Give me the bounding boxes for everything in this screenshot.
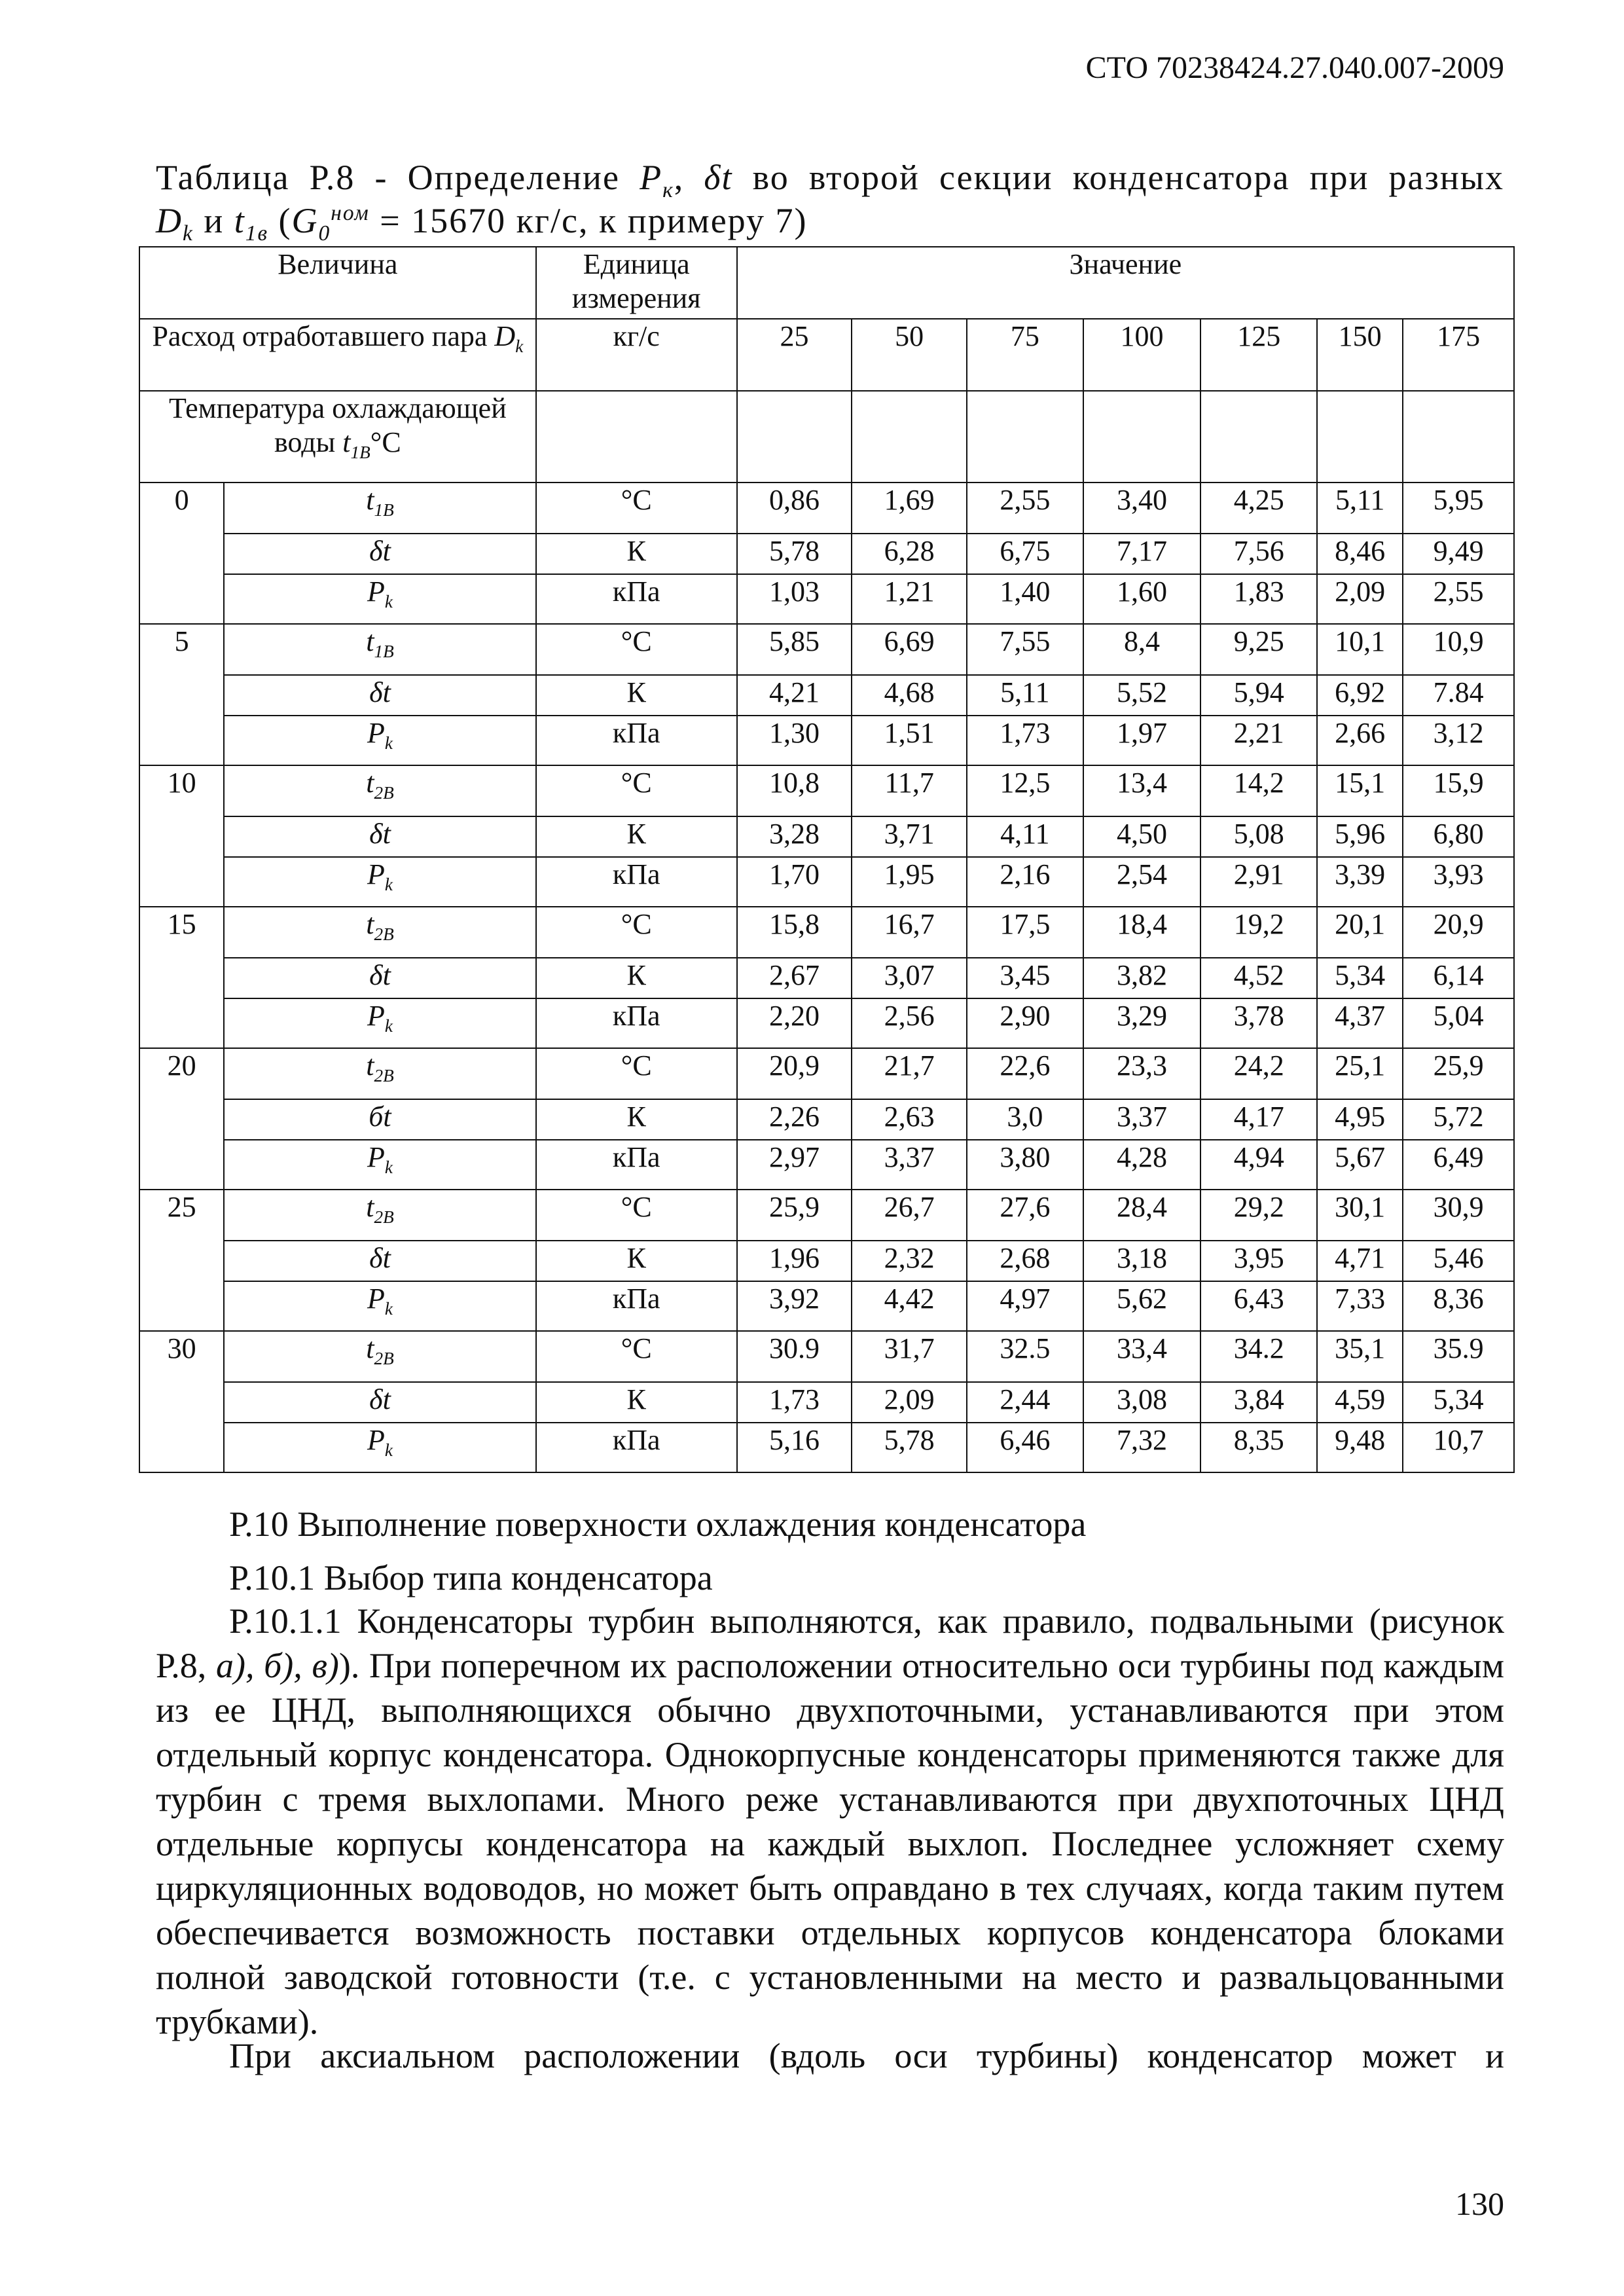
data-row (139, 716, 1514, 765)
value-cell: 15,9 (1403, 765, 1514, 816)
quantity-symbol-cell: $P_k$ (224, 1281, 536, 1331)
value-cell: 5,85 (737, 624, 852, 675)
value-cell: 3,12 (1403, 716, 1514, 765)
value-cell: 18,4 (1083, 907, 1201, 958)
value-cell: 20,9 (1403, 907, 1514, 958)
data-row (139, 534, 1514, 574)
value-cell: 5,11 (1317, 483, 1403, 534)
value-cell: 5,96 (1317, 816, 1403, 857)
data-row (139, 483, 1514, 534)
quantity-symbol-cell: $t_{2В}$ (224, 907, 536, 958)
unit-cell: К (536, 1241, 737, 1281)
value-cell: 32.5 (967, 1331, 1083, 1382)
data-row (139, 1190, 1514, 1241)
unit-cell: °С (536, 483, 737, 534)
value-cell: 2,26 (737, 1099, 852, 1140)
data-row (139, 907, 1514, 958)
page-number: 130 (1455, 2185, 1504, 2222)
value-cell: 3,80 (967, 1140, 1083, 1190)
value-cell: 34.2 (1200, 1331, 1317, 1382)
value-cell: 10,7 (1403, 1423, 1514, 1472)
value-cell: 0,86 (737, 483, 852, 534)
value-cell: 15,1 (1317, 765, 1403, 816)
value-cell: 4,95 (1317, 1099, 1403, 1140)
data-row (139, 624, 1514, 675)
header-value: Значение (737, 247, 1514, 319)
value-cell: 6,69 (852, 624, 967, 675)
value-cell: 2,21 (1200, 716, 1317, 765)
temperature-label: Температура охлаждающей воды $t_{1В}^\circ С$ (139, 391, 536, 483)
quantity-symbol-cell: $t_{2В}$ (224, 1048, 536, 1099)
value-cell: 1,21 (852, 574, 967, 624)
water-temperature-cell: 0 (139, 483, 224, 624)
quantity-symbol-cell: $P_k$ (224, 716, 536, 765)
value-cell: 3,78 (1200, 998, 1317, 1048)
flow-value: 100 (1083, 319, 1201, 391)
unit-cell: кПа (536, 857, 737, 907)
value-cell: 3,95 (1200, 1241, 1317, 1281)
flow-value: 175 (1403, 319, 1514, 391)
value-cell: 24,2 (1200, 1048, 1317, 1099)
flow-unit: кг/с (536, 319, 737, 391)
quantity-symbol-cell: $t_{2В}$ (224, 1331, 536, 1382)
quantity-symbol-cell: $P_k$ (224, 998, 536, 1048)
value-cell: 33,4 (1083, 1331, 1201, 1382)
value-cell: 2,09 (1317, 574, 1403, 624)
value-cell: 6,28 (852, 534, 967, 574)
unit-cell: °С (536, 1190, 737, 1241)
subsection-title: Р.10.1 Выбор типа конденсатора (229, 1558, 713, 1597)
value-cell: 29,2 (1200, 1190, 1317, 1241)
value-cell: 1,40 (967, 574, 1083, 624)
quantity-symbol-cell: δt (224, 958, 536, 998)
value-cell: 2,09 (852, 1382, 967, 1423)
value-cell: 13,4 (1083, 765, 1201, 816)
value-cell: 28,4 (1083, 1190, 1201, 1241)
value-cell: 6,75 (967, 534, 1083, 574)
value-cell: 1,03 (737, 574, 852, 624)
unit-cell: К (536, 816, 737, 857)
unit-cell: К (536, 534, 737, 574)
unit-cell: кПа (536, 1423, 737, 1472)
unit-cell: °С (536, 765, 737, 816)
value-cell: 7,17 (1083, 534, 1201, 574)
value-cell: 3,29 (1083, 998, 1201, 1048)
header-unit: Единица измерения (536, 247, 737, 319)
value-cell: 2,32 (852, 1241, 967, 1281)
quantity-symbol-cell: $P_k$ (224, 1423, 536, 1472)
value-cell: 4,52 (1200, 958, 1317, 998)
value-cell: 2,66 (1317, 716, 1403, 765)
value-cell: 4,50 (1083, 816, 1201, 857)
value-cell: 7.84 (1403, 675, 1514, 716)
value-cell: 11,7 (852, 765, 967, 816)
unit-cell: К (536, 675, 737, 716)
value-cell: 10,1 (1317, 624, 1403, 675)
empty-cell (737, 391, 852, 483)
condenser-table (139, 246, 1515, 1473)
value-cell: 4,97 (967, 1281, 1083, 1331)
value-cell: 2,55 (967, 483, 1083, 534)
paragraph-axial: При аксиальном расположении (вдоль оси турбины) конденсатор может и (229, 2036, 1504, 2075)
value-cell: 2,67 (737, 958, 852, 998)
empty-cell (1200, 391, 1317, 483)
water-temperature-cell: 10 (139, 765, 224, 907)
value-cell: 4,68 (852, 675, 967, 716)
value-cell: 1,69 (852, 483, 967, 534)
value-cell: 14,2 (1200, 765, 1317, 816)
value-cell: 1,73 (967, 716, 1083, 765)
unit-cell: К (536, 1382, 737, 1423)
flow-value: 125 (1200, 319, 1317, 391)
flow-value: 50 (852, 319, 967, 391)
value-cell: 3,0 (967, 1099, 1083, 1140)
water-temperature-cell: 25 (139, 1190, 224, 1331)
data-row (139, 574, 1514, 624)
data-row (139, 1140, 1514, 1190)
value-cell: 20,1 (1317, 907, 1403, 958)
unit-cell: кПа (536, 998, 737, 1048)
value-cell: 4,17 (1200, 1099, 1317, 1140)
value-cell: 3,07 (852, 958, 967, 998)
value-cell: 35,1 (1317, 1331, 1403, 1382)
value-cell: 15,8 (737, 907, 852, 958)
flow-value: 150 (1317, 319, 1403, 391)
unit-cell: К (536, 1099, 737, 1140)
value-cell: 4,21 (737, 675, 852, 716)
value-cell: 23,3 (1083, 1048, 1201, 1099)
value-cell: 6,14 (1403, 958, 1514, 998)
value-cell: 6,46 (967, 1423, 1083, 1472)
empty-cell (1317, 391, 1403, 483)
value-cell: 4,42 (852, 1281, 967, 1331)
value-cell: 5,72 (1403, 1099, 1514, 1140)
value-cell: 8,46 (1317, 534, 1403, 574)
empty-cell (852, 391, 967, 483)
value-cell: 1,70 (737, 857, 852, 907)
value-cell: 35.9 (1403, 1331, 1514, 1382)
value-cell: 1,51 (852, 716, 967, 765)
quantity-symbol-cell: δt (224, 1382, 536, 1423)
unit-cell: кПа (536, 1140, 737, 1190)
flow-value: 75 (967, 319, 1083, 391)
flow-row (139, 319, 1514, 391)
value-cell: 2,63 (852, 1099, 967, 1140)
value-cell: 10,8 (737, 765, 852, 816)
value-cell: 12,5 (967, 765, 1083, 816)
data-row (139, 1048, 1514, 1099)
value-cell: 5,95 (1403, 483, 1514, 534)
value-cell: 6,80 (1403, 816, 1514, 857)
value-cell: 5,46 (1403, 1241, 1514, 1281)
data-row (139, 765, 1514, 816)
value-cell: 5,78 (852, 1423, 967, 1472)
unit-cell: кПа (536, 1281, 737, 1331)
data-row (139, 816, 1514, 857)
value-cell: 8,35 (1200, 1423, 1317, 1472)
unit-cell: кПа (536, 716, 737, 765)
value-cell: 22,6 (967, 1048, 1083, 1099)
data-row (139, 998, 1514, 1048)
value-cell: 2,54 (1083, 857, 1201, 907)
value-cell: 3,45 (967, 958, 1083, 998)
empty-cell (1403, 391, 1514, 483)
value-cell: 1,30 (737, 716, 852, 765)
quantity-symbol-cell: δt (224, 1241, 536, 1281)
water-temperature-cell: 15 (139, 907, 224, 1048)
value-cell: 2,20 (737, 998, 852, 1048)
value-cell: 5,11 (967, 675, 1083, 716)
value-cell: 4,59 (1317, 1382, 1403, 1423)
value-cell: 6,49 (1403, 1140, 1514, 1190)
water-temperature-cell: 20 (139, 1048, 224, 1190)
value-cell: 2,44 (967, 1382, 1083, 1423)
value-cell: 7,56 (1200, 534, 1317, 574)
value-cell: 2,97 (737, 1140, 852, 1190)
header-quantity: Величина (139, 247, 536, 319)
empty-cell (536, 391, 737, 483)
value-cell: 5,94 (1200, 675, 1317, 716)
document-code: СТО 70238424.27.040.007-2009 (1085, 50, 1504, 85)
value-cell: 25,9 (737, 1190, 852, 1241)
value-cell: 3,84 (1200, 1382, 1317, 1423)
value-cell: 30,9 (1403, 1190, 1514, 1241)
value-cell: 2,90 (967, 998, 1083, 1048)
value-cell: 19,2 (1200, 907, 1317, 958)
quantity-symbol-cell: бt (224, 1099, 536, 1140)
value-cell: 9,48 (1317, 1423, 1403, 1472)
quantity-symbol-cell: $t_{2В}$ (224, 765, 536, 816)
water-temperature-cell: 5 (139, 624, 224, 765)
value-cell: 5,62 (1083, 1281, 1201, 1331)
value-cell: 2,55 (1403, 574, 1514, 624)
data-row (139, 1099, 1514, 1140)
value-cell: 30.9 (737, 1331, 852, 1382)
value-cell: 5,67 (1317, 1140, 1403, 1190)
value-cell: 31,7 (852, 1331, 967, 1382)
data-row (139, 675, 1514, 716)
value-cell: 1,73 (737, 1382, 852, 1423)
value-cell: 2,56 (852, 998, 967, 1048)
flow-label: Расход отработавшего пара $D_k$ (139, 319, 536, 391)
value-cell: 3,93 (1403, 857, 1514, 907)
value-cell: 3,18 (1083, 1241, 1201, 1281)
quantity-symbol-cell: $t_{1В}$ (224, 483, 536, 534)
unit-cell: °С (536, 1331, 737, 1382)
value-cell: 3,37 (852, 1140, 967, 1190)
value-cell: 7,32 (1083, 1423, 1201, 1472)
value-cell: 2,16 (967, 857, 1083, 907)
value-cell: 4,71 (1317, 1241, 1403, 1281)
value-cell: 16,7 (852, 907, 967, 958)
value-cell: 8,36 (1403, 1281, 1514, 1331)
value-cell: 3,08 (1083, 1382, 1201, 1423)
quantity-symbol-cell: $P_k$ (224, 1140, 536, 1190)
empty-cell (967, 391, 1083, 483)
value-cell: 10,9 (1403, 624, 1514, 675)
quantity-symbol-cell: $t_{1В}$ (224, 624, 536, 675)
header-row (139, 247, 1514, 319)
value-cell: 20,9 (737, 1048, 852, 1099)
value-cell: 6,92 (1317, 675, 1403, 716)
data-row (139, 1241, 1514, 1281)
data-row (139, 1382, 1514, 1423)
quantity-symbol-cell: $P_k$ (224, 574, 536, 624)
value-cell: 2,68 (967, 1241, 1083, 1281)
value-cell: 3,40 (1083, 483, 1201, 534)
empty-cell (1083, 391, 1201, 483)
water-temperature-cell: 30 (139, 1331, 224, 1472)
value-cell: 25,1 (1317, 1048, 1403, 1099)
value-cell: 5,34 (1317, 958, 1403, 998)
value-cell: 7,55 (967, 624, 1083, 675)
data-row (139, 857, 1514, 907)
value-cell: 4,37 (1317, 998, 1403, 1048)
value-cell: 17,5 (967, 907, 1083, 958)
value-cell: 5,52 (1083, 675, 1201, 716)
value-cell: 1,97 (1083, 716, 1201, 765)
section-title: Р.10 Выполнение поверхности охлаждения конденсатора (229, 1504, 1087, 1544)
value-cell: 30,1 (1317, 1190, 1403, 1241)
data-row (139, 958, 1514, 998)
value-cell: 1,83 (1200, 574, 1317, 624)
value-cell: 26,7 (852, 1190, 967, 1241)
paragraph-condenser-types: Р.10.1.1 Конденсаторы турбин выполняются, как правило, подвальными (рисунок Р.8, а), б), в)). При поперечном их расположении относительно оси турбины под каждым из ее ЦНД, выполняющихся обычно двухпоточными, устанавливаются при этом отдельный корпус конденсатора. Однокорпусные конденсаторы применяются также для турбин с тремя выхлопами. Много реже устанавливаются при двухпоточных ЦНД отдельные корпусы конденсатора на каждый выхлоп. Последнее усложняет схему циркуляционных водоводов, но может быть оправдано в тех случаях, когда таким путем обеспечивается возможность поставки отдельных корпусов конденсатора блоками полной заводской готовности (т.е. с установленными на место и развальцованными трубками). (156, 1601, 1504, 2041)
data-row (139, 1331, 1514, 1382)
quantity-symbol-cell: δt (224, 816, 536, 857)
quantity-symbol-cell: $P_k$ (224, 857, 536, 907)
unit-cell: °С (536, 907, 737, 958)
flow-value: 25 (737, 319, 852, 391)
value-cell: 21,7 (852, 1048, 967, 1099)
value-cell: 1,60 (1083, 574, 1201, 624)
value-cell: 1,96 (737, 1241, 852, 1281)
value-cell: 9,49 (1403, 534, 1514, 574)
value-cell: 4,94 (1200, 1140, 1317, 1190)
value-cell: 4,25 (1200, 483, 1317, 534)
value-cell: 6,43 (1200, 1281, 1317, 1331)
data-row (139, 1423, 1514, 1472)
quantity-symbol-cell: $t_{2В}$ (224, 1190, 536, 1241)
unit-cell: °С (536, 624, 737, 675)
table-caption-line-2: $D_k$ и $t_{1в}$ ($G_0^{ном} = 15670$ кг/с, к примеру 7) (156, 201, 808, 246)
value-cell: 5,34 (1403, 1382, 1514, 1423)
value-cell: 5,78 (737, 534, 852, 574)
value-cell: 2,91 (1200, 857, 1317, 907)
temperature-label-row (139, 391, 1514, 483)
table-caption: Таблица Р.8 - Определение $Р_к$, δt во второй секции конденсатора при разных (156, 158, 1504, 202)
value-cell: 27,6 (967, 1190, 1083, 1241)
value-cell: 5,04 (1403, 998, 1514, 1048)
value-cell: 9,25 (1200, 624, 1317, 675)
quantity-symbol-cell: δt (224, 534, 536, 574)
unit-cell: кПа (536, 574, 737, 624)
value-cell: 5,16 (737, 1423, 852, 1472)
value-cell: 3,71 (852, 816, 967, 857)
value-cell: 3,82 (1083, 958, 1201, 998)
value-cell: 3,37 (1083, 1099, 1201, 1140)
quantity-symbol-cell: δt (224, 675, 536, 716)
value-cell: 8,4 (1083, 624, 1201, 675)
value-cell: 3,28 (737, 816, 852, 857)
value-cell: 25,9 (1403, 1048, 1514, 1099)
value-cell: 4,28 (1083, 1140, 1201, 1190)
unit-cell: °С (536, 1048, 737, 1099)
data-row (139, 1281, 1514, 1331)
value-cell: 3,39 (1317, 857, 1403, 907)
value-cell: 7,33 (1317, 1281, 1403, 1331)
value-cell: 3,92 (737, 1281, 852, 1331)
value-cell: 1,95 (852, 857, 967, 907)
value-cell: 5,08 (1200, 816, 1317, 857)
value-cell: 4,11 (967, 816, 1083, 857)
unit-cell: К (536, 958, 737, 998)
